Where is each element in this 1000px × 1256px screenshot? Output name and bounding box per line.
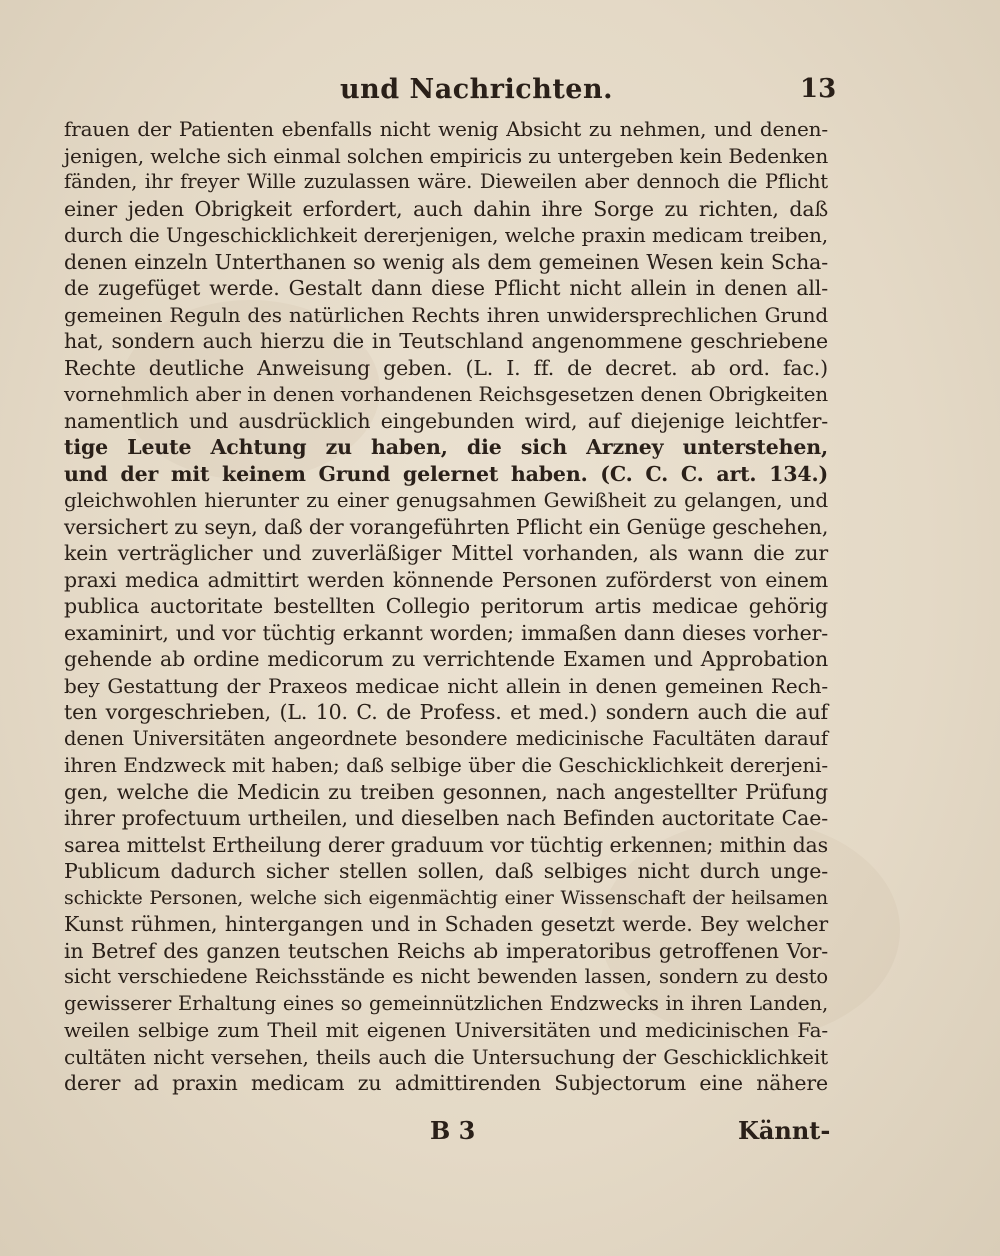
text-line: sarea mittelst Ertheilung derer graduum vor tüchtig erkennen; mithin das [64,832,828,857]
text-line: gemeinen Reguln des natürlichen Rechts ihren unwidersprechlichen Grund [64,302,828,327]
text-line: ihrer profectuum urtheilen, und dieselben nach Befinden auctoritate Cae- [64,806,828,830]
text-line: durch die Ungeschicklichkeit dererjenigen, welche praxin medicam treiben, [64,223,828,247]
text-line: gehende ab ordine medicorum zu verrichtende Examen und Approbation [64,647,828,671]
text-line: examinirt, und vor tüchtig erkannt worden; immaßen dann dieses vorher- [64,620,828,645]
text-line: ten vorgeschrieben, (L. 10. C. de Profess. et med.) sondern auch die auf [64,700,828,724]
text-line: einer jeden Obrigkeit erfordert, auch dahin ihre Sorge zu richten, daß [64,196,828,221]
text-line: derer ad praxin medicam zu admittirenden Subjectorum eine nähere [64,1071,828,1095]
text-line: weilen selbige zum Theil mit eigenen Universitäten und medicinischen Fa- [64,1018,828,1042]
text-line: und der mit keinem Grund gelernet haben. (C. C. C. art. 134.) [64,461,828,486]
text-line: gewisserer Erhaltung eines so gemeinnützlichen Endzwecks in ihren Landen, [64,991,828,1015]
text-line: denen einzeln Unterthanen so wenig als dem gemeinen Wesen kein Scha- [64,249,828,274]
page-footer [0,1112,1000,1148]
text-line: fänden, ihr freyer Wille zuzulassen wäre. Dieweilen aber dennoch die Pflicht [64,170,828,193]
page-number: 13 [800,74,837,104]
text-line: frauen der Patienten ebenfalls nicht wenig Absicht zu nehmen, und denen- [64,117,828,141]
text-line: kein verträglicher und zuverläßiger Mittel vorhanden, als wann die zur [64,541,828,565]
signature-mark: B 3 [430,1116,476,1145]
text-line: hat, sondern auch hierzu die in Teutschland angenommene geschriebene [64,329,828,353]
text-line: gleichwohlen hierunter zu einer genugsahmen Gewißheit zu gelangen, und [64,488,828,512]
catchword: Kännt- [738,1116,831,1145]
text-line: jenigen, welche sich einmal solchen empiricis zu untergeben kein Bedenken [64,143,829,168]
text-line: ihren Endzweck mit haben; daß selbige über die Geschicklichkeit dererjeni- [64,753,828,777]
text-line: Kunst rühmen, hintergangen und in Schaden gesetzt werde. Bey welcher [64,912,828,936]
text-line: schickte Personen, welche sich eigenmächtig einer Wissenschaft der heilsamen [64,886,828,909]
text-line: Rechte deutliche Anweisung geben. (L. I. ff. de decret. ab ord. fac.) [64,355,828,380]
body-text [64,116,828,1097]
text-line: gen, welche die Medicin zu treiben gesonnen, nach angestellter Prüfung [64,779,828,804]
text-line: bey Gestattung der Praxeos medicae nicht allein in denen gemeinen Rech- [64,673,828,698]
text-line: de zugefüget werde. Gestalt dann diese Pflicht nicht allein in denen all- [64,276,828,300]
text-line: praxi medica admittirt werden könnende Personen zuförderst von einem [64,567,828,592]
text-line: namentlich und ausdrücklich eingebunden wird, auf diejenige leichtfer- [64,408,828,433]
text-line: cultäten nicht versehen, theils auch die Untersuchung der Geschicklichkeit [64,1044,828,1069]
text-line: publica auctoritate bestellten Collegio peritorum artis medicae gehörig [64,594,828,618]
text-line: vornehmlich aber in denen vorhandenen Reichsgesetzen denen Obrigkeiten [64,382,828,406]
page-header [0,70,1000,110]
text-line: Publicum dadurch sicher stellen sollen, daß selbiges nicht durch unge- [64,859,828,883]
text-line: in Betref des ganzen teutschen Reichs ab imperatoribus getroffenen Vor- [64,938,828,963]
text-line: versichert zu seyn, daß der vorangeführten Pflicht ein Genüge geschehen, [64,514,829,539]
text-line: sicht verschiedene Reichsstände es nicht bewenden lassen, sondern zu desto [64,965,828,988]
text-line: denen Universitäten angeordnete besondere medicinische Facultäten darauf [64,726,828,750]
text-line: tige Leute Achtung zu haben, die sich Arzney unterstehen, [64,435,828,459]
running-head: und Nachrichten. [340,74,614,105]
